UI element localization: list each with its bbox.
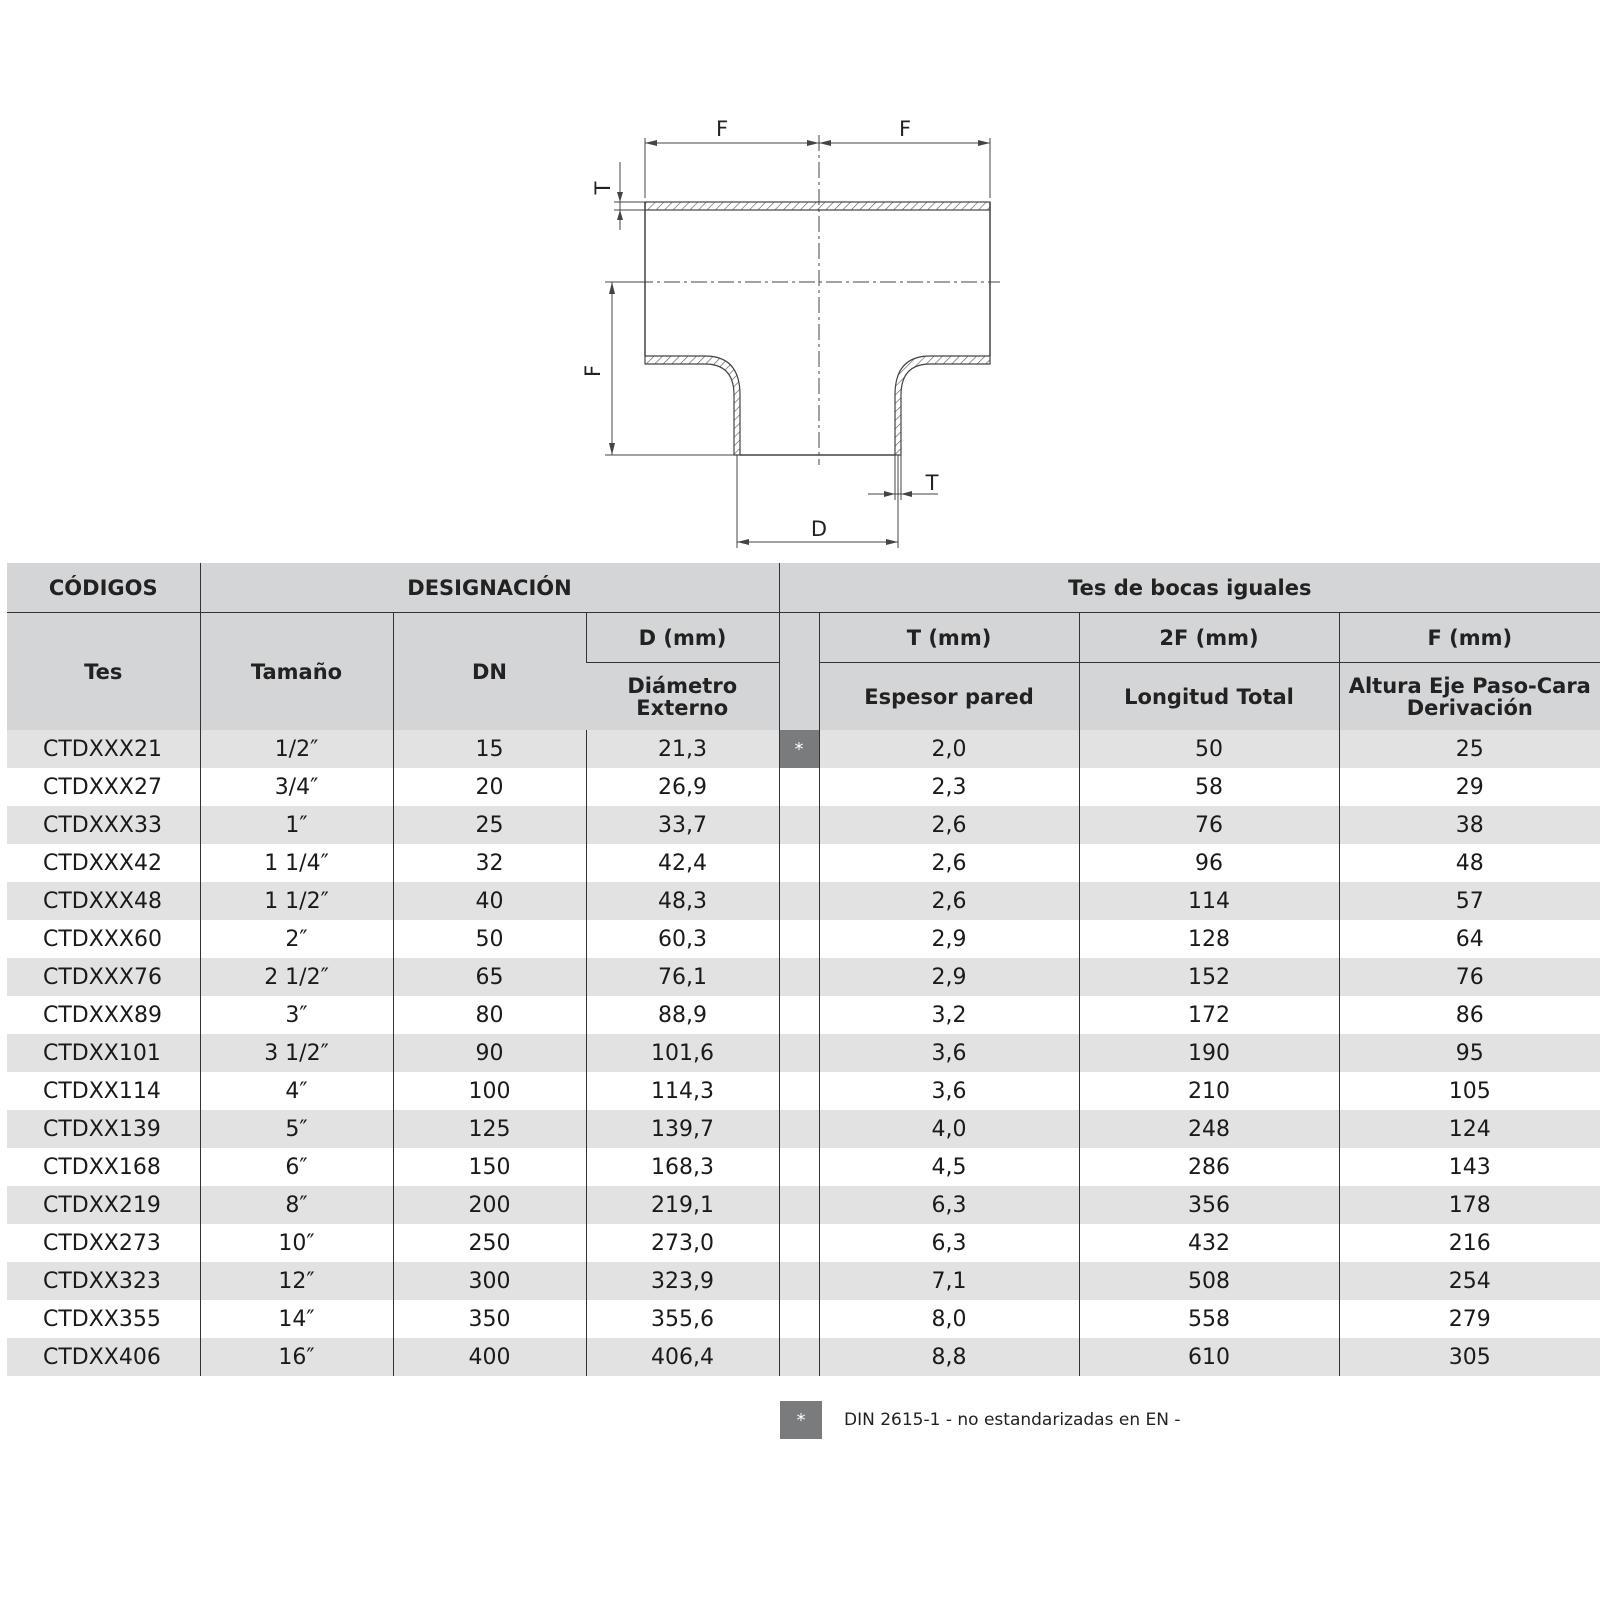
header-t-mm: T (mm) xyxy=(819,613,1079,663)
cell-code: CTDXXX33 xyxy=(7,806,200,844)
cell-dn: 400 xyxy=(393,1338,586,1376)
cell-axis-height: 48 xyxy=(1339,844,1600,882)
cell-total-length: 114 xyxy=(1079,882,1339,920)
cell-outer-diameter: 21,3 xyxy=(586,730,779,768)
cell-wall-thickness: 3,6 xyxy=(819,1034,1079,1072)
cell-code: CTDXXX60 xyxy=(7,920,200,958)
cell-mark xyxy=(779,1072,819,1110)
cell-outer-diameter: 33,7 xyxy=(586,806,779,844)
cell-outer-diameter: 60,3 xyxy=(586,920,779,958)
cell-axis-height: 29 xyxy=(1339,768,1600,806)
cell-code: CTDXX168 xyxy=(7,1148,200,1186)
header-f-mm: F (mm) xyxy=(1339,613,1600,663)
cell-axis-height: 305 xyxy=(1339,1338,1600,1376)
table-row xyxy=(7,1224,1600,1262)
arrow-t-bot-2 xyxy=(901,491,912,497)
cell-outer-diameter: 219,1 xyxy=(586,1186,779,1224)
cell-axis-height: 143 xyxy=(1339,1148,1600,1186)
cell-size: 3″ xyxy=(200,996,393,1034)
label-f-side: F xyxy=(581,364,605,378)
footnote-marker: * xyxy=(780,1401,822,1439)
cell-total-length: 172 xyxy=(1079,996,1339,1034)
cell-dn: 80 xyxy=(393,996,586,1034)
cell-size: 1/2″ xyxy=(200,730,393,768)
cell-dn: 250 xyxy=(393,1224,586,1262)
cell-dn: 25 xyxy=(393,806,586,844)
table-row xyxy=(7,768,1600,806)
cell-axis-height: 25 xyxy=(1339,730,1600,768)
cell-total-length: 128 xyxy=(1079,920,1339,958)
table-row xyxy=(7,1072,1600,1110)
cell-total-length: 210 xyxy=(1079,1072,1339,1110)
cell-mark xyxy=(779,1186,819,1224)
header-wall-thickness: Espesor pared xyxy=(819,663,1079,731)
cell-outer-diameter: 355,6 xyxy=(586,1300,779,1338)
cell-dn: 65 xyxy=(393,958,586,996)
cell-wall-thickness: 4,5 xyxy=(819,1148,1079,1186)
cell-size: 1 1/2″ xyxy=(200,882,393,920)
cell-total-length: 356 xyxy=(1079,1186,1339,1224)
branch-right-wall xyxy=(895,356,990,455)
cell-code: CTDXX139 xyxy=(7,1110,200,1148)
cell-size: 12″ xyxy=(200,1262,393,1300)
cell-outer-diameter: 48,3 xyxy=(586,882,779,920)
cell-mark xyxy=(779,1300,819,1338)
label-t-bottom: T xyxy=(925,471,939,495)
cell-wall-thickness: 2,9 xyxy=(819,920,1079,958)
cell-mark xyxy=(779,882,819,920)
cell-code: CTDXX219 xyxy=(7,1186,200,1224)
cell-axis-height: 216 xyxy=(1339,1224,1600,1262)
header-axis-height: Altura Eje Paso-Cara Derivación xyxy=(1339,663,1600,731)
cell-axis-height: 178 xyxy=(1339,1186,1600,1224)
arrow-left xyxy=(645,140,657,146)
arrow-right xyxy=(978,140,990,146)
table-row xyxy=(7,844,1600,882)
arrow-t-top-2 xyxy=(617,210,623,220)
tee-drawing xyxy=(0,0,1600,560)
cell-dn: 20 xyxy=(393,768,586,806)
arrow-f-side-1 xyxy=(609,282,615,294)
cell-wall-thickness: 8,0 xyxy=(819,1300,1079,1338)
cell-code: CTDXX114 xyxy=(7,1072,200,1110)
cell-outer-diameter: 42,4 xyxy=(586,844,779,882)
cell-size: 3/4″ xyxy=(200,768,393,806)
cell-outer-diameter: 139,7 xyxy=(586,1110,779,1148)
arrow-d-1 xyxy=(737,539,749,545)
cell-code: CTDXX101 xyxy=(7,1034,200,1072)
table-row xyxy=(7,1338,1600,1376)
cell-axis-height: 254 xyxy=(1339,1262,1600,1300)
cell-wall-thickness: 3,6 xyxy=(819,1072,1079,1110)
cell-size: 2 1/2″ xyxy=(200,958,393,996)
cell-axis-height: 57 xyxy=(1339,882,1600,920)
cell-size: 16″ xyxy=(200,1338,393,1376)
table-row xyxy=(7,882,1600,920)
footnote-text: DIN 2615-1 - no estandarizadas en EN - xyxy=(844,1410,1181,1430)
cell-size: 3 1/2″ xyxy=(200,1034,393,1072)
cell-outer-diameter: 168,3 xyxy=(586,1148,779,1186)
label-d: D xyxy=(810,517,828,541)
arrow-mid-right xyxy=(819,140,831,146)
cell-size: 14″ xyxy=(200,1300,393,1338)
cell-outer-diameter: 323,9 xyxy=(586,1262,779,1300)
cell-total-length: 190 xyxy=(1079,1034,1339,1072)
table-row xyxy=(7,958,1600,996)
cell-dn: 300 xyxy=(393,1262,586,1300)
cell-mark xyxy=(779,1338,819,1376)
cell-code: CTDXX355 xyxy=(7,1300,200,1338)
cell-code: CTDXXX48 xyxy=(7,882,200,920)
cell-dn: 15 xyxy=(393,730,586,768)
table-row xyxy=(7,920,1600,958)
cell-total-length: 58 xyxy=(1079,768,1339,806)
cell-dn: 50 xyxy=(393,920,586,958)
cell-size: 10″ xyxy=(200,1224,393,1262)
label-f-top-left: F xyxy=(715,117,729,141)
header-outer-diameter: Diámetro Externo xyxy=(586,663,779,731)
cell-outer-diameter: 114,3 xyxy=(586,1072,779,1110)
cell-code: CTDXXX21 xyxy=(7,730,200,768)
cell-code: CTDXX323 xyxy=(7,1262,200,1300)
cell-wall-thickness: 6,3 xyxy=(819,1186,1079,1224)
cell-dn: 200 xyxy=(393,1186,586,1224)
table-row xyxy=(7,1034,1600,1072)
cell-total-length: 286 xyxy=(1079,1148,1339,1186)
cell-axis-height: 124 xyxy=(1339,1110,1600,1148)
cell-mark xyxy=(779,1224,819,1262)
arrow-t-top-1 xyxy=(617,192,623,202)
cell-wall-thickness: 4,0 xyxy=(819,1110,1079,1148)
cell-axis-height: 105 xyxy=(1339,1072,1600,1110)
table-row xyxy=(7,1110,1600,1148)
cell-code: CTDXX273 xyxy=(7,1224,200,1262)
cell-total-length: 558 xyxy=(1079,1300,1339,1338)
header-mark-column xyxy=(779,613,819,731)
table-row xyxy=(7,996,1600,1034)
cell-mark xyxy=(779,996,819,1034)
cell-mark xyxy=(779,1148,819,1186)
cell-total-length: 96 xyxy=(1079,844,1339,882)
cell-wall-thickness: 2,6 xyxy=(819,806,1079,844)
cell-code: CTDXX406 xyxy=(7,1338,200,1376)
cell-mark xyxy=(779,1262,819,1300)
table-row xyxy=(7,1300,1600,1338)
table-row xyxy=(7,730,1600,768)
label-f-top-right: F xyxy=(898,117,912,141)
cell-wall-thickness: 7,1 xyxy=(819,1262,1079,1300)
cell-dn: 125 xyxy=(393,1110,586,1148)
cell-axis-height: 279 xyxy=(1339,1300,1600,1338)
cell-dn: 40 xyxy=(393,882,586,920)
cell-dn: 100 xyxy=(393,1072,586,1110)
cell-mark xyxy=(779,844,819,882)
cell-outer-diameter: 273,0 xyxy=(586,1224,779,1262)
cell-wall-thickness: 2,6 xyxy=(819,882,1079,920)
arrow-t-bot-1 xyxy=(884,491,895,497)
table-body xyxy=(7,730,1600,1376)
cell-total-length: 508 xyxy=(1079,1262,1339,1300)
label-t-top: T xyxy=(591,181,615,195)
cell-size: 4″ xyxy=(200,1072,393,1110)
cell-code: CTDXXX76 xyxy=(7,958,200,996)
table-row xyxy=(7,1186,1600,1224)
cell-outer-diameter: 88,9 xyxy=(586,996,779,1034)
cell-mark xyxy=(779,768,819,806)
cell-size: 1 1/4″ xyxy=(200,844,393,882)
cell-size: 5″ xyxy=(200,1110,393,1148)
arrow-mid-left xyxy=(807,140,819,146)
cell-total-length: 50 xyxy=(1079,730,1339,768)
cell-code: CTDXXX27 xyxy=(7,768,200,806)
cell-wall-thickness: 8,8 xyxy=(819,1338,1079,1376)
cell-code: CTDXXX42 xyxy=(7,844,200,882)
cell-axis-height: 76 xyxy=(1339,958,1600,996)
cell-outer-diameter: 406,4 xyxy=(586,1338,779,1376)
arrow-d-2 xyxy=(886,539,898,545)
run-top-wall xyxy=(645,202,990,210)
cell-mark xyxy=(779,806,819,844)
header-dn: DN xyxy=(393,613,586,731)
table-row xyxy=(7,806,1600,844)
cell-axis-height: 86 xyxy=(1339,996,1600,1034)
cell-dn: 90 xyxy=(393,1034,586,1072)
cell-mark xyxy=(779,1034,819,1072)
cell-total-length: 610 xyxy=(1079,1338,1339,1376)
cell-axis-height: 64 xyxy=(1339,920,1600,958)
cell-wall-thickness: 2,6 xyxy=(819,844,1079,882)
cell-outer-diameter: 76,1 xyxy=(586,958,779,996)
arrow-f-side-2 xyxy=(609,443,615,455)
branch-left-wall xyxy=(645,356,740,455)
cell-size: 1″ xyxy=(200,806,393,844)
cell-code: CTDXXX89 xyxy=(7,996,200,1034)
header-total-length: Longitud Total xyxy=(1079,663,1339,731)
cell-wall-thickness: 2,0 xyxy=(819,730,1079,768)
cell-axis-height: 38 xyxy=(1339,806,1600,844)
cell-wall-thickness: 2,3 xyxy=(819,768,1079,806)
table-row xyxy=(7,1148,1600,1186)
cell-dn: 32 xyxy=(393,844,586,882)
cell-wall-thickness: 2,9 xyxy=(819,958,1079,996)
cell-total-length: 152 xyxy=(1079,958,1339,996)
cell-total-length: 432 xyxy=(1079,1224,1339,1262)
cell-total-length: 248 xyxy=(1079,1110,1339,1148)
cell-dn: 350 xyxy=(393,1300,586,1338)
cell-axis-height: 95 xyxy=(1339,1034,1600,1072)
cell-size: 6″ xyxy=(200,1148,393,1186)
tee-diagram xyxy=(0,0,1600,560)
header-2f-mm: 2F (mm) xyxy=(1079,613,1339,663)
footnote xyxy=(780,1401,1181,1439)
cell-outer-diameter: 26,9 xyxy=(586,768,779,806)
cell-wall-thickness: 6,3 xyxy=(819,1224,1079,1262)
header-size: Tamaño xyxy=(200,613,393,731)
cell-mark xyxy=(779,920,819,958)
table-row xyxy=(7,1262,1600,1300)
header-equal-tees: Tes de bocas iguales xyxy=(779,563,1600,613)
cell-total-length: 76 xyxy=(1079,806,1339,844)
cell-size: 8″ xyxy=(200,1186,393,1224)
cell-dn: 150 xyxy=(393,1148,586,1186)
cell-wall-thickness: 3,2 xyxy=(819,996,1079,1034)
tee-spec-table xyxy=(7,563,1600,1376)
cell-mark xyxy=(779,1110,819,1148)
cell-outer-diameter: 101,6 xyxy=(586,1034,779,1072)
header-designation: DESIGNACIÓN xyxy=(200,563,779,613)
cell-mark: * xyxy=(779,730,819,768)
header-codes: CÓDIGOS xyxy=(7,563,200,613)
header-tes: Tes xyxy=(7,613,200,731)
cell-size: 2″ xyxy=(200,920,393,958)
cell-mark xyxy=(779,958,819,996)
header-d-mm: D (mm) xyxy=(586,613,779,663)
